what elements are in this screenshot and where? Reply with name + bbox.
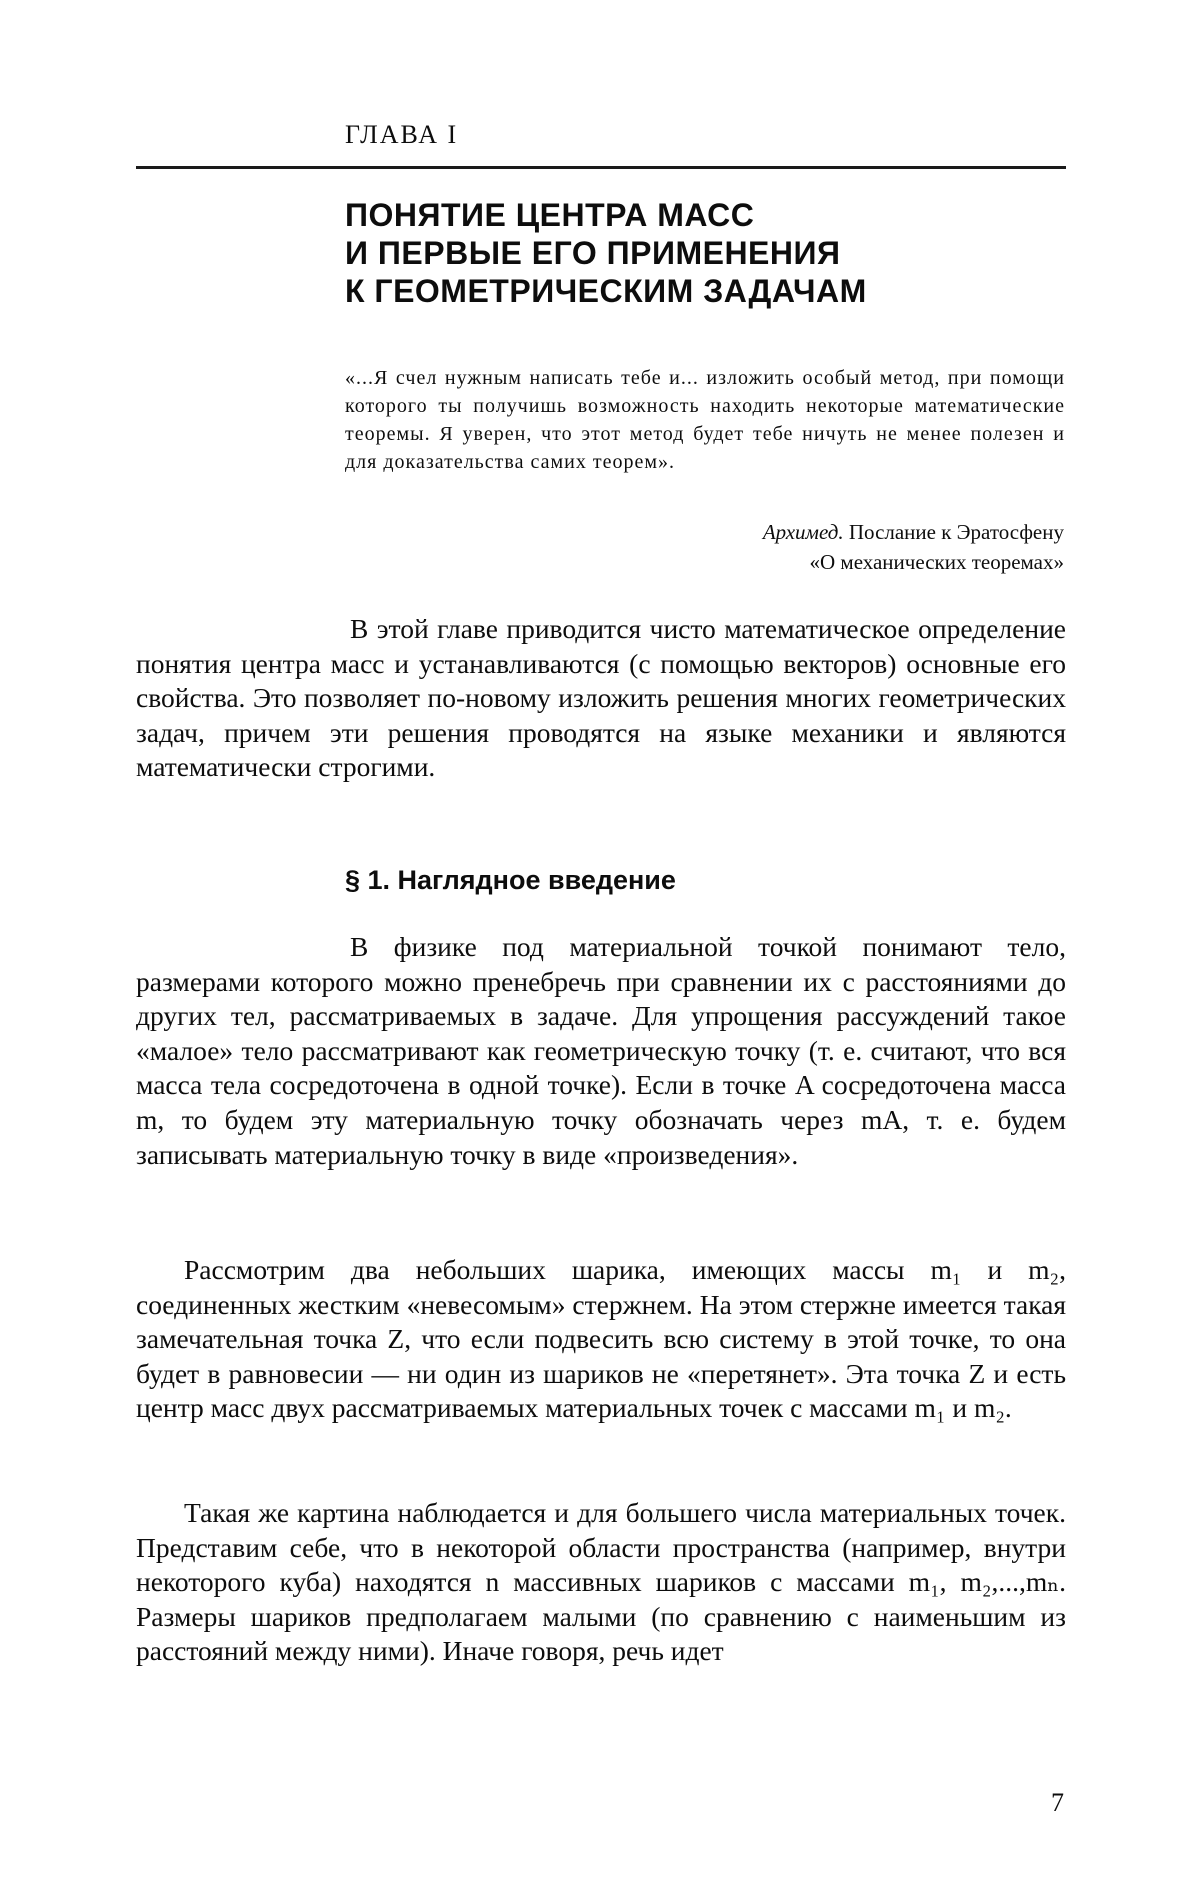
chapter-heading: ГЛАВА I [345, 120, 458, 150]
attribution-line-1 [464, 517, 1064, 547]
epigraph-source-title: «О механических теоремах» [464, 547, 1064, 577]
title-line-1: ПОНЯТИЕ ЦЕНТРА МАСС [345, 196, 1065, 234]
section-heading: § 1. Наглядное введение [345, 865, 676, 896]
title-line-2: И ПЕРВЫЕ ЕГО ПРИМЕНЕНИЯ [345, 234, 1065, 272]
body-paragraph-2: Рассмотрим два небольших шарика, имеющих массы m₁ и m₂, соединенных жестким «невесомым» стержнем. На этом стержне имеется такая замечательная точка Z, что если подвесить всю систему в этой точке, то она будет в равновесии — ни один из шариков не «перетянет». Эта точка Z и есть центр масс двух рассматриваемых материальных точек с массами m₁ и m₂. [136, 1253, 1066, 1426]
title-line-3: К ГЕОМЕТРИЧЕСКИМ ЗАДАЧАМ [345, 272, 1065, 310]
header-rule [136, 166, 1066, 169]
page-number: 7 [1051, 1788, 1064, 1818]
intro-paragraph: В этой главе приводится чисто математическое определение понятия центра масс и устанавливаются (с помощью векторов) основные его свойства. Это позволяет по-новому изложить решения многих геометрических задач, причем эти решения проводятся на языке механики и являются математически строгими. [136, 612, 1066, 785]
epigraph-author: Архимед. [763, 520, 844, 544]
body-paragraph-3: Такая же картина наблюдается и для большего числа материальных точек. Представим себе, что в некоторой области пространства (например, внутри некоторого куба) находятся n массивных шариков с массами m₁, m₂,...,mₙ. Размеры шариков предполагаем малыми (по сравнению с наименьшим из расстояний между ними). Иначе говоря, речь идет [136, 1496, 1066, 1669]
epigraph-source: Послание к Эратосфену [849, 520, 1064, 544]
body-paragraph-1: В физике под материальной точкой понимают тело, размерами которого можно пренебречь при сравнении их с расстояниями до других тел, рассматриваемых в задаче. Для упрощения рассуждений такое «малое» тело рассматривают как геометрическую точку (т. е. считают, что вся масса тела сосредоточена в одной точке). Если в точке A сосредоточена масса m, то будем эту материальную точку обозначать через mA, т. е. будем записывать материальную точку в виде «произведения». [136, 930, 1066, 1172]
epigraph-attribution [464, 517, 1064, 577]
epigraph-quote: «...Я счел нужным написать тебе и... изложить особый метод, при помощи которого ты получишь возможность находить некоторые математические теоремы. Я уверен, что этот метод будет тебе ничуть не менее полезен и для доказательства самих теорем». [345, 364, 1065, 476]
chapter-title [345, 196, 1065, 310]
